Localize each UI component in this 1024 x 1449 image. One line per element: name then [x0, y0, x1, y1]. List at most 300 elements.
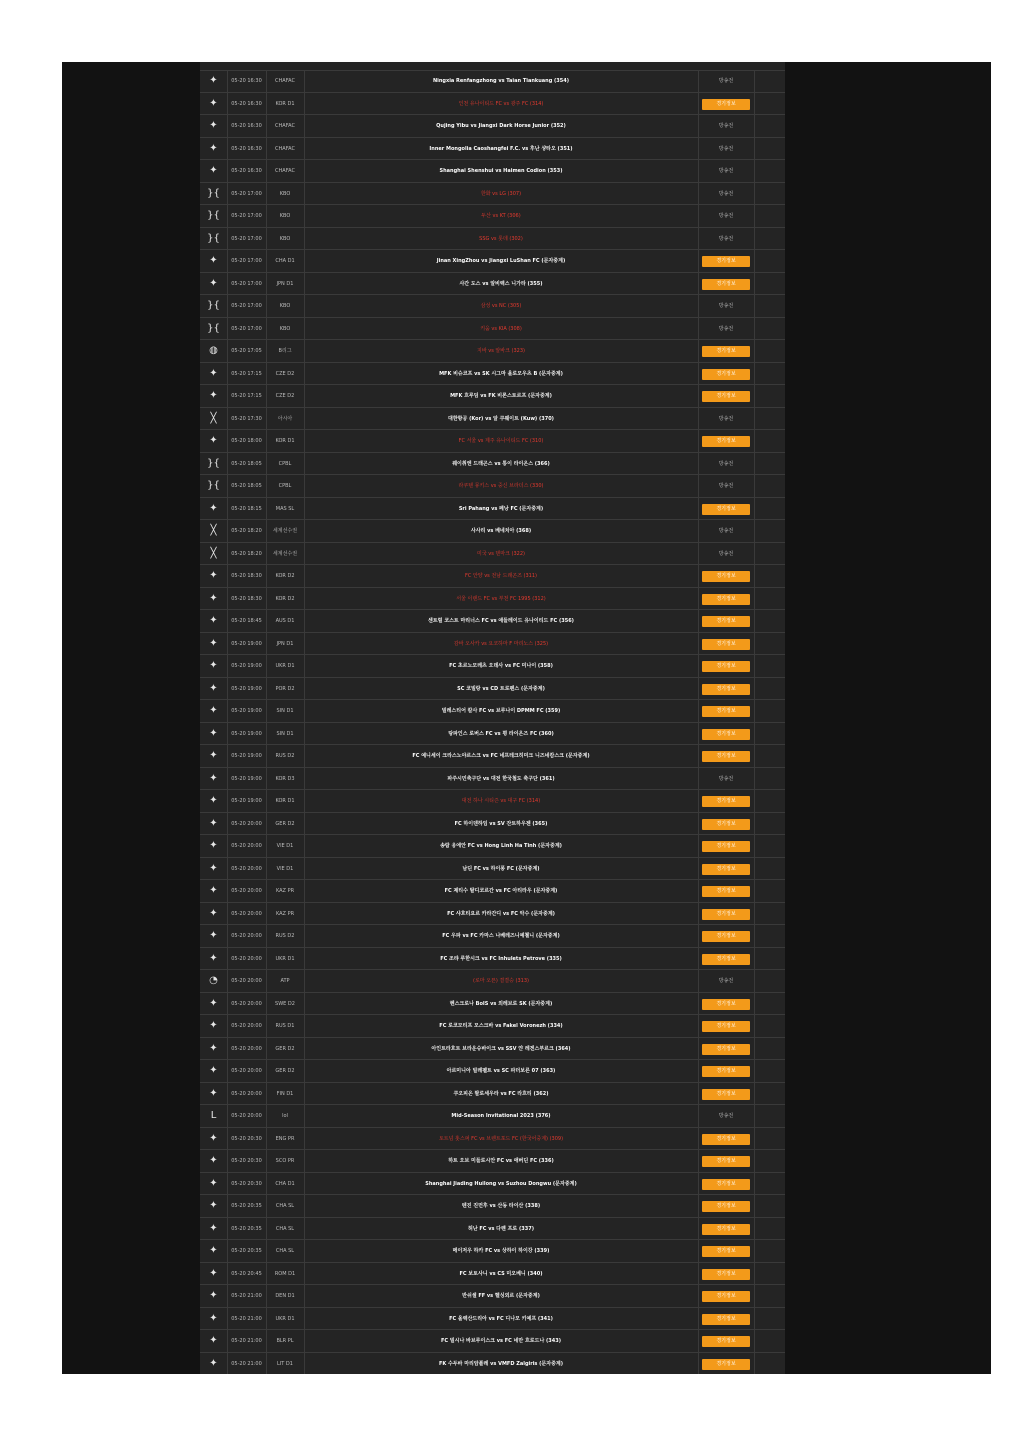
- match-title[interactable]: 한화 vs LG (307): [304, 183, 699, 205]
- soccer-ball-icon: ✦: [200, 588, 228, 610]
- match-title[interactable]: 라쿠텐 몽키스 vs 중신 브라더스 (330): [304, 475, 699, 497]
- league-name: RUS D1: [266, 1015, 305, 1037]
- match-title[interactable]: FC 안양 vs 전남 드래곤즈 (311): [304, 565, 699, 587]
- empty-cell: [754, 430, 785, 452]
- match-time: 05-20 19:00: [227, 678, 267, 700]
- broadcast-status: 방송전: [718, 1113, 734, 1119]
- match-info-button[interactable]: 경기정보: [702, 594, 750, 605]
- match-info-button[interactable]: 경기정보: [702, 436, 750, 447]
- match-time: 05-20 18:20: [227, 520, 267, 542]
- match-title[interactable]: 센트럴 코스트 마리너스 FC vs 애들레이드 유나이티드 FC (356): [304, 610, 699, 632]
- soccer-ball-icon: ✦: [200, 925, 228, 947]
- table-row: [200, 880, 785, 903]
- soccer-ball-icon: ✦: [200, 1195, 228, 1217]
- hockey-icon: ╳: [200, 520, 228, 542]
- match-info-button[interactable]: 경기정보: [702, 909, 750, 920]
- match-title[interactable]: 웨이취엔 드래곤스 vs 통이 라이온스 (366): [304, 453, 699, 475]
- match-action-cell: [698, 1308, 755, 1330]
- match-action-cell: [698, 1195, 755, 1217]
- match-title[interactable]: FC 샤흐티요르 카라간디 vs FC 악수 (문자중계): [304, 903, 699, 925]
- league-name: 아시아: [266, 408, 305, 430]
- league-name: B리그: [266, 340, 305, 362]
- soccer-ball-icon: ✦: [200, 835, 228, 857]
- table-row: [200, 700, 785, 723]
- broadcast-status: 방송전: [718, 483, 734, 489]
- table-row: [200, 250, 785, 273]
- match-action-cell: [698, 1105, 755, 1127]
- match-info-button[interactable]: 경기정보: [702, 1156, 750, 1167]
- soccer-ball-icon: ✦: [200, 700, 228, 722]
- match-title[interactable]: 남딘 FC vs 하이퐁 FC (문자중계): [304, 858, 699, 880]
- match-title[interactable]: 허난 FC vs 다롄 프로 (337): [304, 1218, 699, 1240]
- match-title[interactable]: FC 보토사니 vs CS 미오베니 (340): [304, 1263, 699, 1285]
- empty-cell: [754, 970, 785, 992]
- match-action-cell: [698, 835, 755, 857]
- match-title[interactable]: FC 조랴 루한시크 vs FC Inhulets Petrove (335): [304, 948, 699, 970]
- match-title[interactable]: Inner Mongolia Caoshangfei F.C. vs 후난 샹타오 (351): [304, 138, 699, 160]
- table-row: [200, 273, 785, 296]
- match-info-button[interactable]: 경기정보: [702, 796, 750, 807]
- match-action-cell: [698, 340, 755, 362]
- league-name: BLR PL: [266, 1330, 305, 1352]
- table-row: [200, 813, 785, 836]
- match-title[interactable]: 사사리 vs 베네치아 (368): [304, 520, 699, 542]
- match-action-cell: [698, 1038, 755, 1060]
- match-title[interactable]: 메이저우 하카 FC vs 상하이 하이강 (339): [304, 1240, 699, 1262]
- match-action-cell: [698, 1128, 755, 1150]
- match-info-button[interactable]: 경기정보: [702, 279, 750, 290]
- match-action-cell: [698, 565, 755, 587]
- league-name: DEN D1: [266, 1285, 305, 1307]
- empty-cell: [754, 1150, 785, 1172]
- match-info-button[interactable]: 경기정보: [702, 751, 750, 762]
- match-time: 05-20 18:05: [227, 453, 267, 475]
- match-schedule-table: [200, 62, 785, 1374]
- league-name: CHAFAC: [266, 160, 305, 182]
- soccer-ball-icon: ✦: [200, 745, 228, 767]
- match-time: 05-20 19:00: [227, 745, 267, 767]
- empty-cell: [754, 723, 785, 745]
- empty-cell: [754, 1105, 785, 1127]
- empty-cell: [754, 1240, 785, 1262]
- match-title[interactable]: 사간 도스 vs 알비렉스 니가타 (355): [304, 273, 699, 295]
- empty-cell: [754, 453, 785, 475]
- match-info-button[interactable]: 경기정보: [702, 706, 750, 717]
- empty-cell: [754, 475, 785, 497]
- match-title[interactable]: 토트넘 홋스퍼 FC vs 브렌트포드 FC (한국어중계) (309): [304, 1128, 699, 1150]
- league-name: CHA D1: [266, 1173, 305, 1195]
- empty-cell: [754, 948, 785, 970]
- soccer-ball-icon: ✦: [200, 160, 228, 182]
- match-title[interactable]: SSG vs 롯데 (302): [304, 228, 699, 250]
- empty-cell: [754, 183, 785, 205]
- broadcast-status: 방송전: [718, 978, 734, 984]
- match-time: 05-20 17:00: [227, 205, 267, 227]
- match-title[interactable]: 감바 오사카 vs 요코하마 F 마리노스 (325): [304, 633, 699, 655]
- match-action-cell: [698, 295, 755, 317]
- match-title[interactable]: FC 초르노모레츠 오데사 vs FC 미나이 (358): [304, 655, 699, 677]
- match-time: 05-20 17:15: [227, 385, 267, 407]
- league-name: SIN D1: [266, 723, 305, 745]
- match-title[interactable]: SC 코빌랑 vs CD 트로펜스 (문자중계): [304, 678, 699, 700]
- match-info-button[interactable]: 경기정보: [702, 504, 750, 515]
- league-name: CPBL: [266, 453, 305, 475]
- soccer-ball-icon: ✦: [200, 1015, 228, 1037]
- match-time: 05-20 16:30: [227, 93, 267, 115]
- league-name: GER D2: [266, 813, 305, 835]
- empty-cell: [754, 565, 785, 587]
- match-title[interactable]: 반쉬셀 FF vs 헬싱외르 (문자중계): [304, 1285, 699, 1307]
- table-row: [200, 408, 785, 431]
- table-row: [200, 723, 785, 746]
- empty-cell: [754, 1128, 785, 1150]
- match-time: 05-20 21:00: [227, 1308, 267, 1330]
- match-info-button[interactable]: 경기정보: [702, 1179, 750, 1190]
- match-title[interactable]: Qujing Yibu vs Jiangxi Dark Horse Junior (352): [304, 115, 699, 137]
- table-row: [200, 610, 785, 633]
- table-row: [200, 70, 785, 93]
- match-time: 05-20 20:00: [227, 835, 267, 857]
- table-row: [200, 790, 785, 813]
- baseball-icon: }{: [200, 318, 228, 340]
- league-name: GER D2: [266, 1038, 305, 1060]
- soccer-ball-icon: ✦: [200, 498, 228, 520]
- empty-cell: [754, 318, 785, 340]
- league-name: KOR D2: [266, 565, 305, 587]
- empty-cell: [754, 273, 785, 295]
- league-name: KOR D3: [266, 768, 305, 790]
- empty-cell: [754, 228, 785, 250]
- match-time: 05-20 21:00: [227, 1285, 267, 1307]
- match-time: 05-20 20:00: [227, 1060, 267, 1082]
- match-title[interactable]: Shanghai Jiading Huilong vs Suzhou Dongwu (문자중계): [304, 1173, 699, 1195]
- match-info-button[interactable]: 경기정보: [702, 1336, 750, 1347]
- match-time: 05-20 17:15: [227, 363, 267, 385]
- match-action-cell: [698, 790, 755, 812]
- league-name: KOR D2: [266, 588, 305, 610]
- hockey-icon: ╳: [200, 543, 228, 565]
- match-time: 05-20 20:00: [227, 1038, 267, 1060]
- empty-cell: [754, 1195, 785, 1217]
- hockey-icon: ╳: [200, 408, 228, 430]
- match-time: 05-20 19:00: [227, 655, 267, 677]
- table-row: [200, 1240, 785, 1263]
- match-info-button[interactable]: 경기정보: [702, 1066, 750, 1077]
- soccer-ball-icon: ✦: [200, 138, 228, 160]
- baseball-icon: }{: [200, 205, 228, 227]
- match-title[interactable]: 송람 응에안 FC vs Hong Linh Ha Tinh (문자중계): [304, 835, 699, 857]
- league-name: ENG PR: [266, 1128, 305, 1150]
- league-name: CHA D1: [266, 250, 305, 272]
- match-info-button[interactable]: 경기정보: [702, 864, 750, 875]
- soccer-ball-icon: ✦: [200, 363, 228, 385]
- match-title[interactable]: MFK 흐루딤 vs FK 비론스토르프 (문자중계): [304, 385, 699, 407]
- match-info-button[interactable]: 경기정보: [702, 1021, 750, 1032]
- match-info-button[interactable]: 경기정보: [702, 1246, 750, 1257]
- match-action-cell: [698, 498, 755, 520]
- match-time: 05-20 20:00: [227, 970, 267, 992]
- empty-cell: [754, 408, 785, 430]
- match-action-cell: [698, 430, 755, 452]
- empty-cell: [754, 1083, 785, 1105]
- match-info-button[interactable]: 경기정보: [702, 1359, 750, 1370]
- match-title[interactable]: 쿠오피온 팔로세우라 vs FC 라흐티 (362): [304, 1083, 699, 1105]
- match-title[interactable]: Jinan XingZhou vs Jiangxi LuShan FC (문자중계): [304, 250, 699, 272]
- match-info-button[interactable]: 경기정보: [702, 1201, 750, 1212]
- match-action-cell: [698, 318, 755, 340]
- league-name: CHA SL: [266, 1218, 305, 1240]
- match-info-button[interactable]: 경기정보: [702, 1044, 750, 1055]
- empty-cell: [754, 768, 785, 790]
- match-action-cell: [698, 610, 755, 632]
- match-info-button[interactable]: 경기정보: [702, 931, 750, 942]
- match-title[interactable]: 하트 오브 미들로시안 FC vs 애버딘 FC (336): [304, 1150, 699, 1172]
- match-title[interactable]: 텐진 진먼후 vs 산동 타이산 (338): [304, 1195, 699, 1217]
- table-row: [200, 678, 785, 701]
- table-row: [200, 1218, 785, 1241]
- empty-cell: [754, 115, 785, 137]
- match-title[interactable]: 아르미니아 빌레펠트 vs SC 파더보른 07 (363): [304, 1060, 699, 1082]
- match-time: 05-20 18:00: [227, 430, 267, 452]
- match-title[interactable]: 두산 vs KT (306): [304, 205, 699, 227]
- table-row: [200, 1285, 785, 1308]
- empty-cell: [754, 1308, 785, 1330]
- league-name: UKR D1: [266, 655, 305, 677]
- match-title[interactable]: Mid-Season Invitational 2023 (376): [304, 1105, 699, 1127]
- soccer-ball-icon: ✦: [200, 1083, 228, 1105]
- empty-cell: [754, 363, 785, 385]
- match-title[interactable]: FC 빌시나 바브루이스크 vs FC 네만 흐로드나 (343): [304, 1330, 699, 1352]
- match-action-cell: [698, 1173, 755, 1195]
- league-name: KBO: [266, 295, 305, 317]
- match-info-button[interactable]: 경기정보: [702, 729, 750, 740]
- table-row: [200, 925, 785, 948]
- match-action-cell: [698, 543, 755, 565]
- table-row: [200, 115, 785, 138]
- match-info-button[interactable]: 경기정보: [702, 684, 750, 695]
- match-action-cell: [698, 1285, 755, 1307]
- soccer-ball-icon: ✦: [200, 93, 228, 115]
- table-row: [200, 1083, 785, 1106]
- match-info-button[interactable]: 경기정보: [702, 391, 750, 402]
- match-time: 05-20 19:00: [227, 790, 267, 812]
- match-action-cell: [698, 678, 755, 700]
- match-info-button[interactable]: 경기정보: [702, 616, 750, 627]
- match-info-button[interactable]: 경기정보: [702, 1089, 750, 1100]
- league-name: SCO PR: [266, 1150, 305, 1172]
- empty-cell: [754, 858, 785, 880]
- match-time: 05-20 20:00: [227, 813, 267, 835]
- empty-cell: [754, 700, 785, 722]
- broadcast-status: 방송전: [718, 213, 734, 219]
- broadcast-status: 방송전: [718, 528, 734, 534]
- match-title[interactable]: 대한항공 (Kor) vs 알 쿠웨이트 (Kuw) (370): [304, 408, 699, 430]
- match-title[interactable]: Shanghai Shenshui vs Haimen Codion (353): [304, 160, 699, 182]
- match-title[interactable]: 빌레스티어 칼사 FC vs 브루나이 DPMM FC (359): [304, 700, 699, 722]
- match-title[interactable]: 대전 하나 시티즌 vs 대구 FC (314): [304, 790, 699, 812]
- table-row: [200, 745, 785, 768]
- match-title[interactable]: FC 제티수 탈디코르간 vs FC 아티라우 (문자중계): [304, 880, 699, 902]
- league-name: CZE D2: [266, 363, 305, 385]
- match-info-button[interactable]: 경기정보: [702, 1314, 750, 1325]
- broadcast-status: 방송전: [718, 78, 734, 84]
- league-name: SIN D1: [266, 700, 305, 722]
- match-title[interactable]: FC 하이덴하임 vs SV 잔트하우젠 (365): [304, 813, 699, 835]
- table-row: [200, 768, 785, 791]
- table-row: [200, 205, 785, 228]
- match-title[interactable]: (로마 오픈) 결결승 (313): [304, 970, 699, 992]
- match-title[interactable]: 헨스크로나 BoIS vs 외레브로 SK (문자중계): [304, 993, 699, 1015]
- table-row: [200, 1150, 785, 1173]
- match-time: 05-20 20:00: [227, 858, 267, 880]
- match-info-button[interactable]: 경기정보: [702, 999, 750, 1010]
- empty-cell: [754, 903, 785, 925]
- empty-cell: [754, 1038, 785, 1060]
- match-title[interactable]: MFK 비슈코프 vs SK 시그마 올로모우츠 B (문자중계): [304, 363, 699, 385]
- match-info-button[interactable]: 경기정보: [702, 369, 750, 380]
- match-time: 05-20 20:30: [227, 1173, 267, 1195]
- baseball-icon: }{: [200, 295, 228, 317]
- match-info-button[interactable]: 경기정보: [702, 1269, 750, 1280]
- league-name: CHA SL: [266, 1195, 305, 1217]
- league-name: KBO: [266, 205, 305, 227]
- match-title[interactable]: Ningxia Renfangzhong vs Taian Tiankuang (354): [304, 70, 699, 92]
- match-title[interactable]: 미국 vs 덴마크 (322): [304, 543, 699, 565]
- match-info-button[interactable]: 경기정보: [702, 841, 750, 852]
- match-title[interactable]: FC 로코모티프 모스크바 vs Fakel Voronezh (334): [304, 1015, 699, 1037]
- match-info-button[interactable]: 경기정보: [702, 346, 750, 357]
- match-action-cell: [698, 1150, 755, 1172]
- league-name: ATP: [266, 970, 305, 992]
- empty-cell: [754, 1015, 785, 1037]
- match-title[interactable]: FC 서울 vs 제주 유나이티드 FC (310): [304, 430, 699, 452]
- league-name: CHAFAC: [266, 138, 305, 160]
- empty-cell: [754, 250, 785, 272]
- table-row: [200, 970, 785, 993]
- table-row: [200, 183, 785, 206]
- soccer-ball-icon: ✦: [200, 723, 228, 745]
- soccer-ball-icon: ✦: [200, 1285, 228, 1307]
- match-action-cell: [698, 408, 755, 430]
- league-name: CHA SL: [266, 1240, 305, 1262]
- soccer-ball-icon: ✦: [200, 1240, 228, 1262]
- match-info-button[interactable]: 경기정보: [702, 99, 750, 110]
- table-row: [200, 453, 785, 476]
- league-name: KBO: [266, 228, 305, 250]
- match-time: 05-20 17:00: [227, 228, 267, 250]
- match-action-cell: [698, 385, 755, 407]
- match-action-cell: [698, 633, 755, 655]
- match-time: 05-20 18:45: [227, 610, 267, 632]
- league-name: CZE D2: [266, 385, 305, 407]
- league-name: AUS D1: [266, 610, 305, 632]
- match-action-cell: [698, 363, 755, 385]
- soccer-ball-icon: ✦: [200, 1353, 228, 1375]
- table-row: [200, 1038, 785, 1061]
- broadcast-status: 방송전: [718, 145, 734, 152]
- match-title[interactable]: 아인트라흐트 브라운슈바이크 vs SSV 얀 레겐스부르크 (364): [304, 1038, 699, 1060]
- match-info-button[interactable]: 경기정보: [702, 661, 750, 672]
- match-time: 05-20 20:00: [227, 903, 267, 925]
- table-row: [200, 318, 785, 341]
- league-name: KBO: [266, 318, 305, 340]
- match-title[interactable]: FC 올렉산드리아 vs FC 디나모 키예프 (341): [304, 1308, 699, 1330]
- empty-cell: [754, 588, 785, 610]
- match-info-button[interactable]: 경기정보: [702, 1224, 750, 1235]
- league-name: GER D2: [266, 1060, 305, 1082]
- match-title[interactable]: 키움 vs KIA (308): [304, 318, 699, 340]
- league-name: VIE D1: [266, 858, 305, 880]
- match-info-button[interactable]: 경기정보: [702, 1291, 750, 1302]
- match-action-cell: [698, 1240, 755, 1262]
- league-name: LIT D1: [266, 1353, 305, 1375]
- match-time: 05-20 17:00: [227, 295, 267, 317]
- soccer-ball-icon: ✦: [200, 273, 228, 295]
- match-time: 05-20 18:20: [227, 543, 267, 565]
- league-name: VIE D1: [266, 835, 305, 857]
- match-title[interactable]: 인천 유나이티드 FC vs 광주 FC (314): [304, 93, 699, 115]
- match-title[interactable]: FC 예니세이 크라스노야르스크 vs FC 네프테크히미크 니즈네캄스크 (문자중계): [304, 745, 699, 767]
- match-action-cell: [698, 475, 755, 497]
- soccer-ball-icon: ✦: [200, 610, 228, 632]
- match-time: 05-20 20:30: [227, 1150, 267, 1172]
- match-time: 05-20 17:30: [227, 408, 267, 430]
- soccer-ball-icon: ✦: [200, 1038, 228, 1060]
- match-time: 05-20 20:35: [227, 1218, 267, 1240]
- match-action-cell: [698, 273, 755, 295]
- table-row: [200, 565, 785, 588]
- match-info-button[interactable]: 경기정보: [702, 1134, 750, 1145]
- empty-cell: [754, 385, 785, 407]
- league-name: UKR D1: [266, 1308, 305, 1330]
- empty-cell: [754, 543, 785, 565]
- match-title[interactable]: 지바 vs 알바크 (323): [304, 340, 699, 362]
- empty-cell: [754, 340, 785, 362]
- match-title[interactable]: Sri Pahang vs 페낭 FC (문자중계): [304, 498, 699, 520]
- empty-cell: [754, 633, 785, 655]
- match-time: 05-20 19:00: [227, 723, 267, 745]
- match-time: 05-20 17:00: [227, 318, 267, 340]
- match-time: 05-20 16:30: [227, 138, 267, 160]
- match-action-cell: [698, 520, 755, 542]
- match-title[interactable]: FC 우파 vs FC 카마스 나베레즈니예첼니 (문자중계): [304, 925, 699, 947]
- soccer-ball-icon: ✦: [200, 633, 228, 655]
- match-title[interactable]: 파주시민축구단 vs 대전 한국철도 축구단 (361): [304, 768, 699, 790]
- match-info-button[interactable]: 경기정보: [702, 639, 750, 650]
- match-title[interactable]: FK 수두바 마리암폴레 vs VMFD Zalgiris (문자중계): [304, 1353, 699, 1375]
- table-row: [200, 655, 785, 678]
- match-info-button[interactable]: 경기정보: [702, 886, 750, 897]
- soccer-ball-icon: ✦: [200, 70, 228, 92]
- match-time: 05-20 20:00: [227, 948, 267, 970]
- match-title[interactable]: 탕파인스 로버스 FC vs 평 라이온즈 FC (360): [304, 723, 699, 745]
- match-title[interactable]: 서울 이랜드 FC vs 부천 FC 1995 (312): [304, 588, 699, 610]
- match-info-button[interactable]: 경기정보: [702, 571, 750, 582]
- match-info-button[interactable]: 경기정보: [702, 819, 750, 830]
- table-row: [200, 1353, 785, 1375]
- match-action-cell: [698, 183, 755, 205]
- match-title[interactable]: 삼성 vs NC (305): [304, 295, 699, 317]
- empty-cell: [754, 835, 785, 857]
- match-time: 05-20 20:00: [227, 880, 267, 902]
- match-time: 05-20 20:00: [227, 993, 267, 1015]
- match-info-button[interactable]: 경기정보: [702, 256, 750, 267]
- match-action-cell: [698, 205, 755, 227]
- empty-cell: [754, 205, 785, 227]
- table-row: [200, 588, 785, 611]
- match-info-button[interactable]: 경기정보: [702, 954, 750, 965]
- match-action-cell: [698, 1015, 755, 1037]
